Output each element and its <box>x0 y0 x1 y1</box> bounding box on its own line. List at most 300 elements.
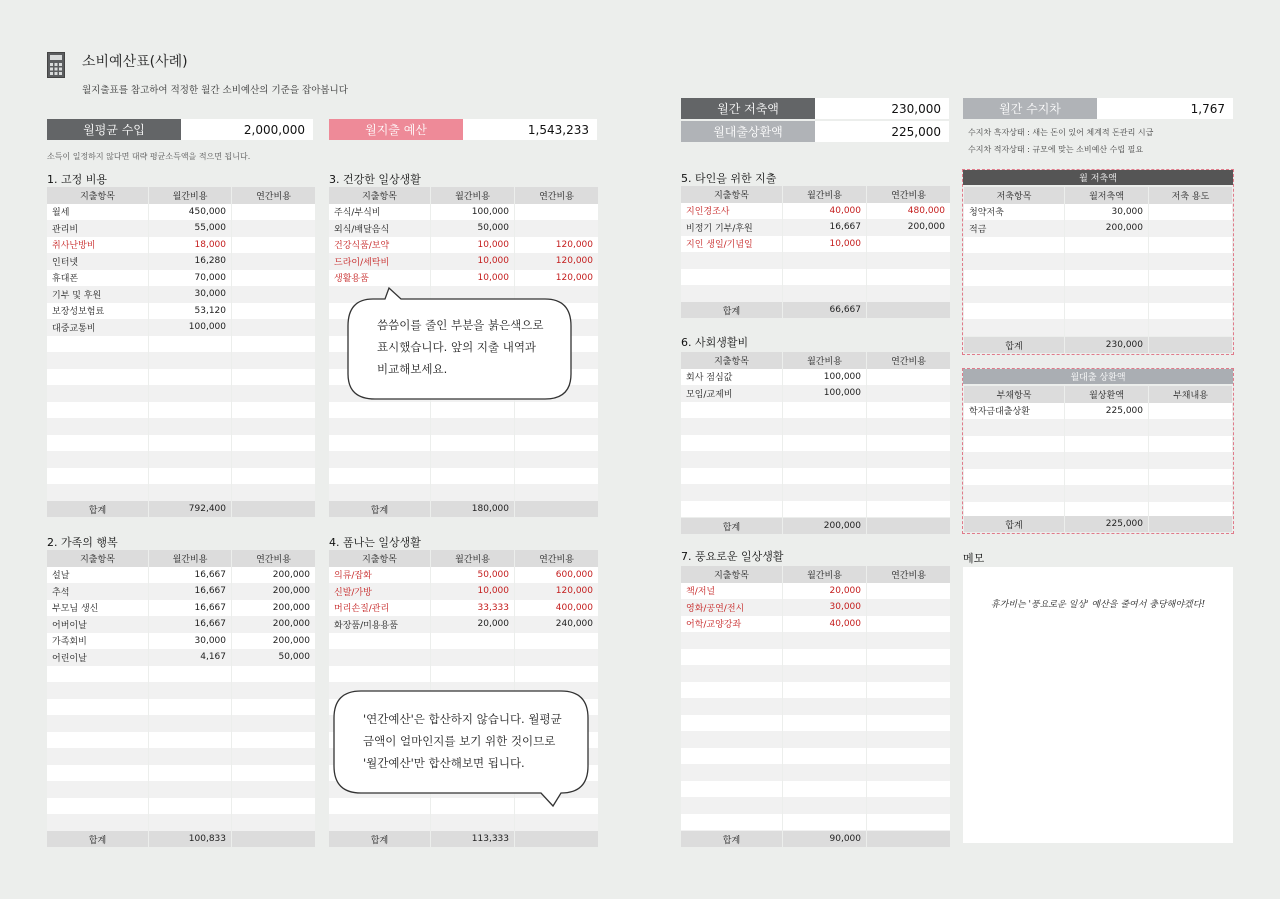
cell-yearly[interactable] <box>867 764 950 781</box>
cell-item[interactable] <box>964 436 1064 453</box>
cell-item[interactable]: 모임/교제비 <box>681 385 782 402</box>
cell-yearly[interactable]: 120,000 <box>515 270 598 287</box>
cell-monthly[interactable] <box>1065 253 1148 270</box>
table-row <box>329 616 598 633</box>
cell-monthly[interactable] <box>149 451 231 468</box>
cell-item[interactable] <box>47 715 148 732</box>
cell-item[interactable]: 책/저널 <box>681 583 782 600</box>
cell-yearly[interactable] <box>867 599 950 616</box>
cell-monthly[interactable] <box>149 336 231 353</box>
cell-yearly[interactable] <box>232 484 315 501</box>
cell-monthly[interactable]: 16,667 <box>149 583 231 600</box>
cell-monthly[interactable] <box>783 649 866 666</box>
cell-yearly[interactable] <box>515 402 598 419</box>
cell-monthly[interactable] <box>431 435 514 452</box>
cell-item[interactable]: 추석 <box>47 583 148 600</box>
cell-yearly[interactable] <box>232 798 315 815</box>
cell-yearly[interactable]: 600,000 <box>515 567 598 584</box>
cell-yearly[interactable] <box>1149 319 1232 336</box>
cell-yearly[interactable]: 50,000 <box>232 649 315 666</box>
cell-item[interactable]: 관리비 <box>47 220 148 237</box>
cell-item[interactable]: 주식/부식비 <box>329 204 430 221</box>
cell-monthly[interactable] <box>1065 237 1148 254</box>
cell-monthly[interactable] <box>149 666 231 683</box>
table-row <box>681 649 950 666</box>
cell-monthly[interactable] <box>431 649 514 666</box>
table-row <box>47 715 315 732</box>
cell-monthly[interactable] <box>149 484 231 501</box>
cell-yearly[interactable] <box>515 468 598 485</box>
cell-item[interactable]: 머리손질/관리 <box>329 600 430 617</box>
cell-monthly[interactable] <box>149 715 231 732</box>
cell-item[interactable]: 적금 <box>964 220 1064 237</box>
cell-yearly[interactable] <box>867 501 950 518</box>
cell-yearly[interactable] <box>867 748 950 765</box>
cell-item[interactable] <box>329 451 430 468</box>
cell-yearly[interactable] <box>1149 469 1232 486</box>
cell-monthly[interactable] <box>149 748 231 765</box>
cell-yearly[interactable]: 400,000 <box>515 600 598 617</box>
cell-item[interactable] <box>47 484 148 501</box>
cell-monthly[interactable]: 33,333 <box>431 600 514 617</box>
cell-item[interactable] <box>964 253 1064 270</box>
cell-yearly[interactable]: 200,000 <box>232 600 315 617</box>
cell-monthly[interactable] <box>783 451 866 468</box>
cell-monthly[interactable] <box>783 731 866 748</box>
cell-item[interactable] <box>964 286 1064 303</box>
cell-monthly[interactable] <box>149 468 231 485</box>
cell-yearly[interactable] <box>232 319 315 336</box>
cell-yearly[interactable] <box>1149 403 1232 420</box>
cell-yearly[interactable] <box>232 732 315 749</box>
cell-item[interactable] <box>681 649 782 666</box>
cell-monthly[interactable] <box>149 781 231 798</box>
cell-yearly[interactable] <box>867 269 950 286</box>
cell-yearly[interactable] <box>1149 270 1232 287</box>
cell-monthly[interactable] <box>1065 319 1148 336</box>
cell-monthly[interactable]: 40,000 <box>783 203 866 220</box>
cell-yearly[interactable] <box>515 814 598 831</box>
cell-yearly[interactable] <box>867 285 950 302</box>
cell-yearly[interactable] <box>232 765 315 782</box>
cell-monthly[interactable]: 16,667 <box>149 616 231 633</box>
cell-yearly[interactable] <box>515 484 598 501</box>
cell-monthly[interactable]: 10,000 <box>431 237 514 254</box>
cell-item[interactable]: 회사 점심값 <box>681 369 782 386</box>
cell-item[interactable] <box>681 814 782 831</box>
cell-item[interactable]: 건강식품/보약 <box>329 237 430 254</box>
cell-monthly[interactable]: 55,000 <box>149 220 231 237</box>
cell-monthly[interactable]: 70,000 <box>149 270 231 287</box>
cell-monthly[interactable] <box>783 435 866 452</box>
cell-yearly[interactable] <box>867 385 950 402</box>
cell-monthly[interactable] <box>783 682 866 699</box>
cell-monthly[interactable] <box>149 385 231 402</box>
cell-item[interactable] <box>964 303 1064 320</box>
cell-yearly[interactable] <box>515 435 598 452</box>
cell-yearly[interactable] <box>232 286 315 303</box>
cell-item[interactable] <box>47 748 148 765</box>
cell-item[interactable] <box>681 435 782 452</box>
cell-monthly[interactable] <box>149 765 231 782</box>
cell-item[interactable] <box>681 682 782 699</box>
cell-item[interactable]: 의류/잡화 <box>329 567 430 584</box>
cell-item[interactable]: 보장성보험료 <box>47 303 148 320</box>
cell-item[interactable] <box>329 418 430 435</box>
cell-monthly[interactable] <box>149 814 231 831</box>
cell-monthly[interactable] <box>783 797 866 814</box>
cell-monthly[interactable] <box>1065 303 1148 320</box>
cell-monthly[interactable] <box>431 418 514 435</box>
cell-monthly[interactable] <box>1065 270 1148 287</box>
cell-yearly[interactable] <box>232 468 315 485</box>
cell-yearly[interactable] <box>867 781 950 798</box>
cell-monthly[interactable] <box>1065 419 1148 436</box>
cell-item[interactable]: 지인경조사 <box>681 203 782 220</box>
cell-yearly[interactable] <box>867 252 950 269</box>
cell-yearly[interactable] <box>1149 286 1232 303</box>
cell-yearly[interactable]: 200,000 <box>867 219 950 236</box>
cell-yearly[interactable] <box>515 451 598 468</box>
cell-yearly[interactable] <box>232 336 315 353</box>
cell-yearly[interactable] <box>867 369 950 386</box>
cell-item[interactable] <box>681 748 782 765</box>
cell-item[interactable] <box>47 814 148 831</box>
cell-monthly[interactable]: 18,000 <box>149 237 231 254</box>
cell-monthly[interactable]: 30,000 <box>149 286 231 303</box>
cell-monthly[interactable]: 20,000 <box>783 583 866 600</box>
cell-monthly[interactable]: 10,000 <box>431 270 514 287</box>
cell-yearly[interactable] <box>867 402 950 419</box>
cell-monthly[interactable] <box>431 633 514 650</box>
cell-monthly[interactable]: 20,000 <box>431 616 514 633</box>
cell-monthly[interactable]: 50,000 <box>431 567 514 584</box>
cell-yearly[interactable] <box>232 748 315 765</box>
cell-yearly[interactable] <box>515 649 598 666</box>
cell-item[interactable] <box>47 468 148 485</box>
cell-item[interactable] <box>681 484 782 501</box>
cell-yearly[interactable] <box>1149 253 1232 270</box>
cell-monthly[interactable] <box>783 484 866 501</box>
cell-monthly[interactable]: 10,000 <box>431 253 514 270</box>
cell-monthly[interactable] <box>1065 286 1148 303</box>
cell-yearly[interactable] <box>1149 204 1232 221</box>
cell-monthly[interactable] <box>149 699 231 716</box>
cell-monthly[interactable] <box>431 451 514 468</box>
cell-item[interactable] <box>47 336 148 353</box>
cell-item[interactable] <box>329 484 430 501</box>
cell-monthly[interactable]: 200,000 <box>1065 220 1148 237</box>
cell-monthly[interactable] <box>1065 485 1148 502</box>
cell-yearly[interactable] <box>232 220 315 237</box>
cell-item[interactable] <box>681 715 782 732</box>
cell-item[interactable]: 대중교통비 <box>47 319 148 336</box>
cell-item[interactable] <box>964 237 1064 254</box>
cell-monthly[interactable]: 16,280 <box>149 253 231 270</box>
cell-item[interactable]: 설날 <box>47 567 148 584</box>
cell-yearly[interactable] <box>867 632 950 649</box>
cell-item[interactable] <box>47 435 148 452</box>
income-value[interactable]: 2,000,000 <box>181 119 313 140</box>
cell-yearly[interactable] <box>515 418 598 435</box>
cell-item[interactable] <box>47 352 148 369</box>
cell-item[interactable]: 신발/가방 <box>329 583 430 600</box>
cell-monthly[interactable] <box>149 682 231 699</box>
cell-yearly[interactable] <box>232 715 315 732</box>
cell-yearly[interactable] <box>867 484 950 501</box>
cell-monthly[interactable]: 450,000 <box>149 204 231 221</box>
cell-monthly[interactable]: 16,667 <box>149 567 231 584</box>
cell-item[interactable] <box>681 698 782 715</box>
cell-yearly[interactable] <box>232 666 315 683</box>
cell-yearly[interactable] <box>232 270 315 287</box>
cell-yearly[interactable] <box>867 435 950 452</box>
cell-yearly[interactable] <box>515 633 598 650</box>
cell-monthly[interactable]: 30,000 <box>1065 204 1148 221</box>
cell-item[interactable]: 월세 <box>47 204 148 221</box>
cell-yearly[interactable] <box>232 237 315 254</box>
cell-item[interactable]: 드라이/세탁비 <box>329 253 430 270</box>
cell-item[interactable] <box>681 285 782 302</box>
cell-yearly[interactable] <box>232 451 315 468</box>
cell-yearly[interactable] <box>232 418 315 435</box>
cell-yearly[interactable] <box>867 797 950 814</box>
cell-yearly[interactable] <box>867 468 950 485</box>
cell-item[interactable] <box>681 764 782 781</box>
cell-item[interactable] <box>47 369 148 386</box>
cell-item[interactable]: 취사난방비 <box>47 237 148 254</box>
cell-item[interactable] <box>964 319 1064 336</box>
cell-item[interactable] <box>47 699 148 716</box>
cell-yearly[interactable] <box>867 236 950 253</box>
cell-monthly[interactable]: 100,000 <box>431 204 514 221</box>
cell-item[interactable] <box>681 797 782 814</box>
cell-monthly[interactable] <box>149 402 231 419</box>
cell-item[interactable] <box>681 451 782 468</box>
cell-item[interactable] <box>964 270 1064 287</box>
cell-yearly[interactable] <box>232 682 315 699</box>
cell-monthly[interactable] <box>1065 469 1148 486</box>
cell-yearly[interactable] <box>867 665 950 682</box>
cell-yearly[interactable] <box>867 814 950 831</box>
cell-yearly[interactable]: 120,000 <box>515 253 598 270</box>
cell-item[interactable]: 어린이날 <box>47 649 148 666</box>
cell-yearly[interactable] <box>1149 419 1232 436</box>
cell-monthly[interactable] <box>783 501 866 518</box>
cell-yearly[interactable]: 480,000 <box>867 203 950 220</box>
cell-yearly[interactable] <box>1149 452 1232 469</box>
cell-monthly[interactable] <box>783 418 866 435</box>
cell-item[interactable]: 인터넷 <box>47 253 148 270</box>
cell-monthly[interactable]: 30,000 <box>783 599 866 616</box>
cell-yearly[interactable]: 120,000 <box>515 237 598 254</box>
cell-item[interactable] <box>47 666 148 683</box>
cell-monthly[interactable] <box>783 715 866 732</box>
cell-yearly[interactable] <box>515 220 598 237</box>
cell-yearly[interactable] <box>1149 220 1232 237</box>
cell-yearly[interactable] <box>232 814 315 831</box>
cell-yearly[interactable] <box>515 204 598 221</box>
cell-item[interactable] <box>329 633 430 650</box>
cell-item[interactable] <box>681 501 782 518</box>
cell-yearly[interactable] <box>867 682 950 699</box>
cell-yearly[interactable] <box>232 385 315 402</box>
cell-monthly[interactable]: 100,000 <box>783 385 866 402</box>
cell-yearly[interactable]: 240,000 <box>515 616 598 633</box>
cell-monthly[interactable] <box>783 285 866 302</box>
cell-monthly[interactable] <box>149 435 231 452</box>
cell-item[interactable] <box>329 666 430 683</box>
cell-item[interactable]: 외식/배달음식 <box>329 220 430 237</box>
cell-item[interactable] <box>329 649 430 666</box>
cell-item[interactable] <box>47 781 148 798</box>
loan-value[interactable]: 225,000 <box>815 121 949 142</box>
cell-yearly[interactable] <box>1149 303 1232 320</box>
cell-yearly[interactable]: 120,000 <box>515 583 598 600</box>
cell-yearly[interactable] <box>232 253 315 270</box>
cell-monthly[interactable] <box>783 468 866 485</box>
cell-item[interactable] <box>681 731 782 748</box>
balance-value[interactable]: 1,767 <box>1097 98 1233 119</box>
cell-yearly[interactable] <box>1149 237 1232 254</box>
cell-item[interactable]: 화장품/미용용품 <box>329 616 430 633</box>
cell-item[interactable] <box>681 252 782 269</box>
cell-monthly[interactable]: 10,000 <box>431 583 514 600</box>
cell-monthly[interactable] <box>783 402 866 419</box>
cell-item[interactable] <box>329 814 430 831</box>
cell-monthly[interactable]: 30,000 <box>149 633 231 650</box>
cell-monthly[interactable] <box>431 666 514 683</box>
cell-monthly[interactable] <box>783 252 866 269</box>
cell-item[interactable] <box>681 468 782 485</box>
cell-item[interactable] <box>681 665 782 682</box>
cell-monthly[interactable] <box>149 732 231 749</box>
cell-item[interactable] <box>964 419 1064 436</box>
cell-monthly[interactable] <box>783 764 866 781</box>
cell-yearly[interactable] <box>867 698 950 715</box>
cell-item[interactable] <box>47 418 148 435</box>
cell-item[interactable]: 학자금대출상환 <box>964 403 1064 420</box>
cell-yearly[interactable] <box>232 369 315 386</box>
cell-monthly[interactable]: 100,000 <box>783 369 866 386</box>
cell-item[interactable] <box>964 469 1064 486</box>
cell-yearly[interactable] <box>867 583 950 600</box>
cell-yearly[interactable] <box>867 715 950 732</box>
cell-item[interactable] <box>47 451 148 468</box>
cell-item[interactable] <box>964 485 1064 502</box>
cell-item[interactable] <box>329 435 430 452</box>
cell-monthly[interactable] <box>431 484 514 501</box>
cell-yearly[interactable] <box>1149 485 1232 502</box>
cell-item[interactable] <box>964 452 1064 469</box>
cell-monthly[interactable]: 225,000 <box>1065 403 1148 420</box>
cell-item[interactable] <box>329 402 430 419</box>
cell-item[interactable]: 생활용품 <box>329 270 430 287</box>
cell-yearly[interactable] <box>232 402 315 419</box>
cell-monthly[interactable] <box>1065 436 1148 453</box>
cell-item[interactable] <box>47 402 148 419</box>
cell-item[interactable]: 청약저축 <box>964 204 1064 221</box>
cell-item[interactable] <box>681 402 782 419</box>
cell-item[interactable] <box>681 632 782 649</box>
cell-yearly[interactable] <box>867 418 950 435</box>
cell-item[interactable] <box>329 468 430 485</box>
cell-yearly[interactable] <box>867 731 950 748</box>
cell-monthly[interactable] <box>431 468 514 485</box>
cell-item[interactable]: 휴대폰 <box>47 270 148 287</box>
memo-box[interactable] <box>963 567 1233 843</box>
cell-item[interactable] <box>47 798 148 815</box>
cell-monthly[interactable]: 53,120 <box>149 303 231 320</box>
cell-monthly[interactable] <box>783 632 866 649</box>
cell-monthly[interactable] <box>783 665 866 682</box>
cell-item[interactable]: 비정기 기부/후원 <box>681 219 782 236</box>
cell-yearly[interactable] <box>232 781 315 798</box>
cell-item[interactable] <box>681 269 782 286</box>
cell-monthly[interactable] <box>1065 452 1148 469</box>
cell-yearly[interactable] <box>1149 436 1232 453</box>
cell-yearly[interactable] <box>232 204 315 221</box>
cell-item[interactable] <box>47 732 148 749</box>
cell-monthly[interactable] <box>431 814 514 831</box>
cell-monthly[interactable] <box>783 781 866 798</box>
cell-item[interactable] <box>47 682 148 699</box>
cell-yearly[interactable] <box>232 303 315 320</box>
cell-item[interactable]: 가족회비 <box>47 633 148 650</box>
cell-item[interactable] <box>681 418 782 435</box>
cell-item[interactable]: 기부 및 후원 <box>47 286 148 303</box>
cell-monthly[interactable]: 4,167 <box>149 649 231 666</box>
cell-yearly[interactable] <box>867 649 950 666</box>
cell-yearly[interactable] <box>232 699 315 716</box>
cell-monthly[interactable]: 10,000 <box>783 236 866 253</box>
cell-yearly[interactable] <box>515 666 598 683</box>
cell-item[interactable] <box>681 781 782 798</box>
cell-item[interactable] <box>47 765 148 782</box>
cell-yearly[interactable] <box>867 451 950 468</box>
cell-yearly[interactable]: 200,000 <box>232 633 315 650</box>
cell-item[interactable]: 부모님 생신 <box>47 600 148 617</box>
cell-monthly[interactable] <box>149 352 231 369</box>
cell-monthly[interactable] <box>783 269 866 286</box>
cell-monthly[interactable] <box>431 402 514 419</box>
cell-yearly[interactable]: 200,000 <box>232 567 315 584</box>
cell-yearly[interactable]: 200,000 <box>232 616 315 633</box>
cell-item[interactable] <box>47 385 148 402</box>
cell-yearly[interactable] <box>867 616 950 633</box>
cell-monthly[interactable] <box>783 698 866 715</box>
cell-monthly[interactable] <box>783 814 866 831</box>
cell-monthly[interactable]: 16,667 <box>149 600 231 617</box>
cell-item[interactable]: 영화/공연/전시 <box>681 599 782 616</box>
cell-yearly[interactable] <box>232 352 315 369</box>
cell-monthly[interactable] <box>783 748 866 765</box>
cell-monthly[interactable]: 16,667 <box>783 219 866 236</box>
cell-item[interactable]: 어학/교양강좌 <box>681 616 782 633</box>
saving-value[interactable]: 230,000 <box>815 98 949 119</box>
cell-monthly[interactable] <box>149 369 231 386</box>
cell-item[interactable]: 어버이날 <box>47 616 148 633</box>
expense-value[interactable]: 1,543,233 <box>463 119 597 140</box>
cell-monthly[interactable] <box>149 798 231 815</box>
cell-item[interactable]: 지인 생일/기념일 <box>681 236 782 253</box>
cell-monthly[interactable]: 50,000 <box>431 220 514 237</box>
cell-monthly[interactable] <box>149 418 231 435</box>
cell-yearly[interactable] <box>232 435 315 452</box>
cell-yearly[interactable]: 200,000 <box>232 583 315 600</box>
cell-monthly[interactable]: 100,000 <box>149 319 231 336</box>
cell-monthly[interactable]: 40,000 <box>783 616 866 633</box>
